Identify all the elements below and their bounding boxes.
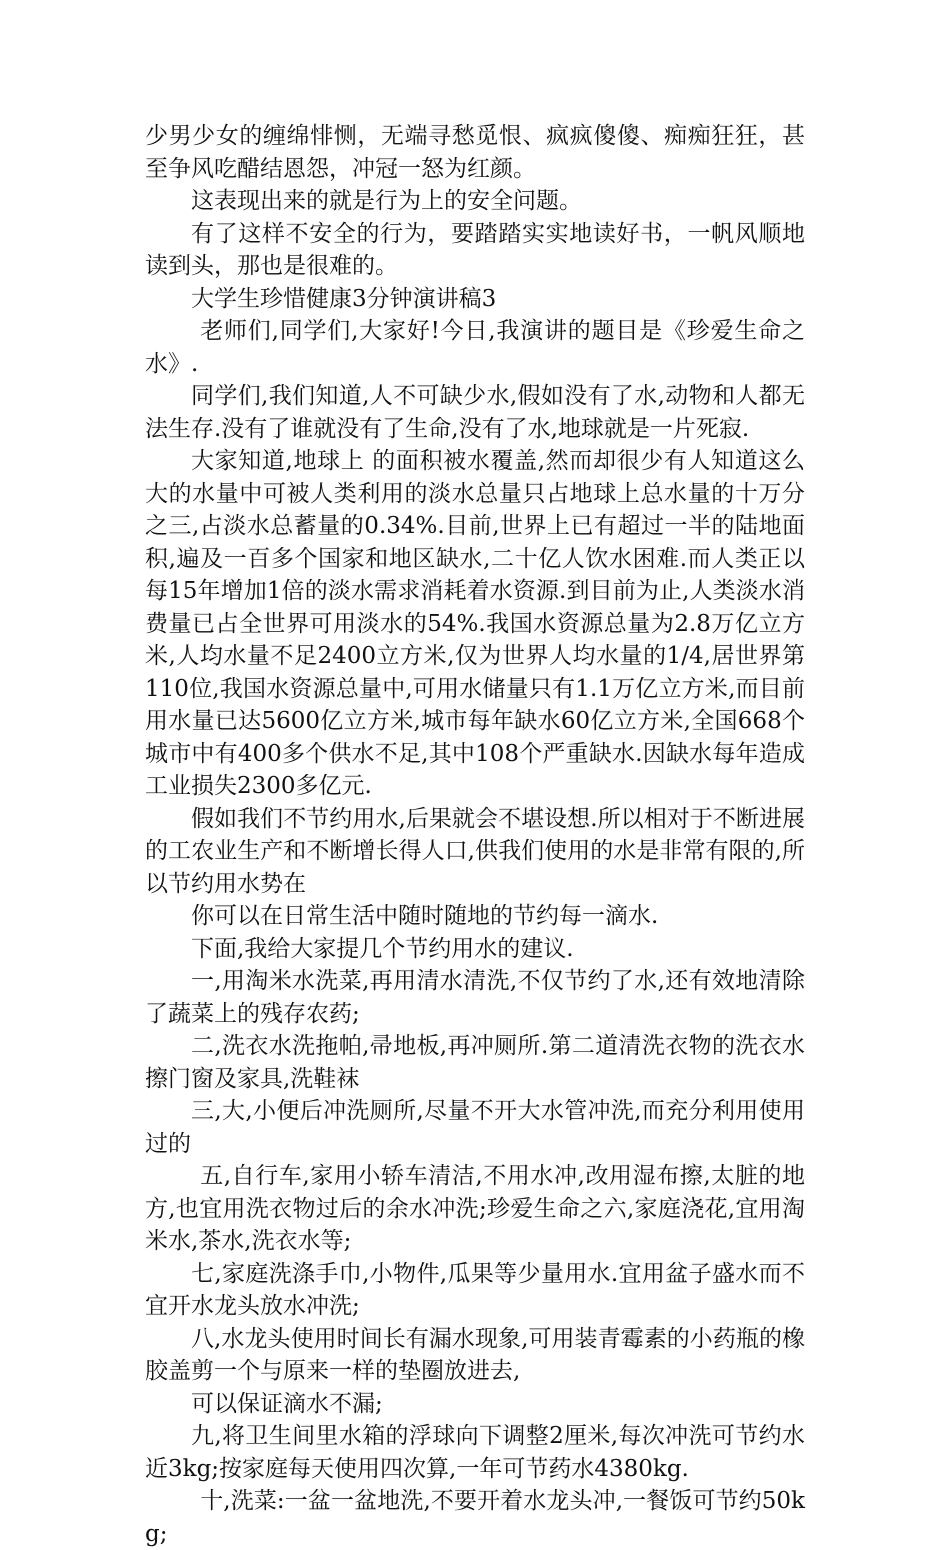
paragraph: 假如我们不节约用水,后果就会不堪设想.所以相对于不断进展的工农业生产和不断增长得人口,供我们使用的水是非常有限的,所以节约用水势在	[145, 805, 805, 897]
paragraph: 大家知道,地球上 的面积被水覆盖,然而却很少有人知道这么大的水量中可被人类利用的淡水总量只占地球上总水量的十万分之三,占淡水总蓄量的0.34%.目前,世界上已有超过一半的陆地面积,遍及一百多个国家和地区缺水,二十亿人饮水困难.而人类正以每15年增加1倍的淡水需求消耗着水资源.到目前为止,人类淡水消费量已占全世界可用淡水的54%.我国水资源总量为2.8万亿立方米,人均水量不足2400立方米,仅为世界人均水量的1/4,居世界第110位,我国水资源总量中,可用水储量只有1.1万亿立方米,而目前用水量已达5600亿立方米,城市每年缺水60亿立方米,全国668个城市中有400多个供水不足,其中108个严重缺水.因缺水每年造成工业损失2300多亿元.	[145, 448, 805, 799]
paragraph: 下面,我给大家提几个节约用水的建议.	[191, 935, 574, 962]
list-item: 八,水龙头使用时间长有漏水现象,可用装青霉素的小药瓶的橡胶盖剪一个与原来一样的垫圈放进去,	[145, 1325, 805, 1384]
paragraph: 你可以在日常生活中随时随地的节约每一滴水.	[191, 903, 659, 929]
paragraph: 可以保证滴水不漏;	[191, 1390, 383, 1417]
paragraph: 有了这样不安全的行为，要踏踏实实地读好书，一帆风顺地读到头，那也是很难的。	[145, 220, 805, 279]
list-item: 二,洗衣水洗拖帕,帚地板,再冲厕所.第二道清洗衣物的洗衣水擦门窗及家具,洗鞋袜	[145, 1033, 805, 1092]
document-body	[145, 120, 805, 1550]
list-item: 一,用淘米水洗菜,再用清水清洗,不仅节约了水,还有效地清除了蔬菜上的残存农药;	[145, 968, 805, 1027]
list-item: 九,将卫生间里水箱的浮球向下调整2厘米,每次冲洗可节约水近3kg;按家庭每天使用四次算,一年可节药水4380kg.	[145, 1423, 805, 1482]
paragraph-continuation: 少男少女的缠绵悱恻，无端寻愁觅恨、疯疯傻傻、痴痴狂狂，甚至争风吃醋结恩怨，冲冠一怒为红颜。	[145, 123, 805, 182]
section-title: 大学生珍惜健康3分钟演讲稿3	[191, 285, 497, 312]
list-item: 三,大,小便后冲洗厕所,尽量不开大水管冲洗,而充分利用使用过的	[145, 1098, 805, 1157]
paragraph: 老师们,同学们,大家好!今日,我演讲的题目是《珍爱生命之水》.	[145, 318, 805, 377]
paragraph: 这表现出来的就是行为上的安全问题。	[191, 188, 582, 214]
list-item: 五,自行车,家用小轿车清洁,不用水冲,改用湿布擦,太脏的地方,也宜用洗衣物过后的余水冲洗;珍爱生命之六,家庭浇花,宜用淘米水,茶水,洗衣水等;	[145, 1163, 805, 1254]
list-item: 七,家庭洗涤手巾,小物件,瓜果等少量用水.宜用盆子盛水而不宜开水龙头放水冲洗;	[145, 1260, 805, 1319]
paragraph: 同学们,我们知道,人不可缺少水,假如没有了水,动物和人都无法生存.没有了谁就没有了生命,没有了水,地球就是一片死寂.	[145, 383, 805, 442]
list-item: 十,洗菜:一盆一盆地洗,不要开着水龙头冲,一餐饭可节约50kg;	[145, 1488, 805, 1547]
